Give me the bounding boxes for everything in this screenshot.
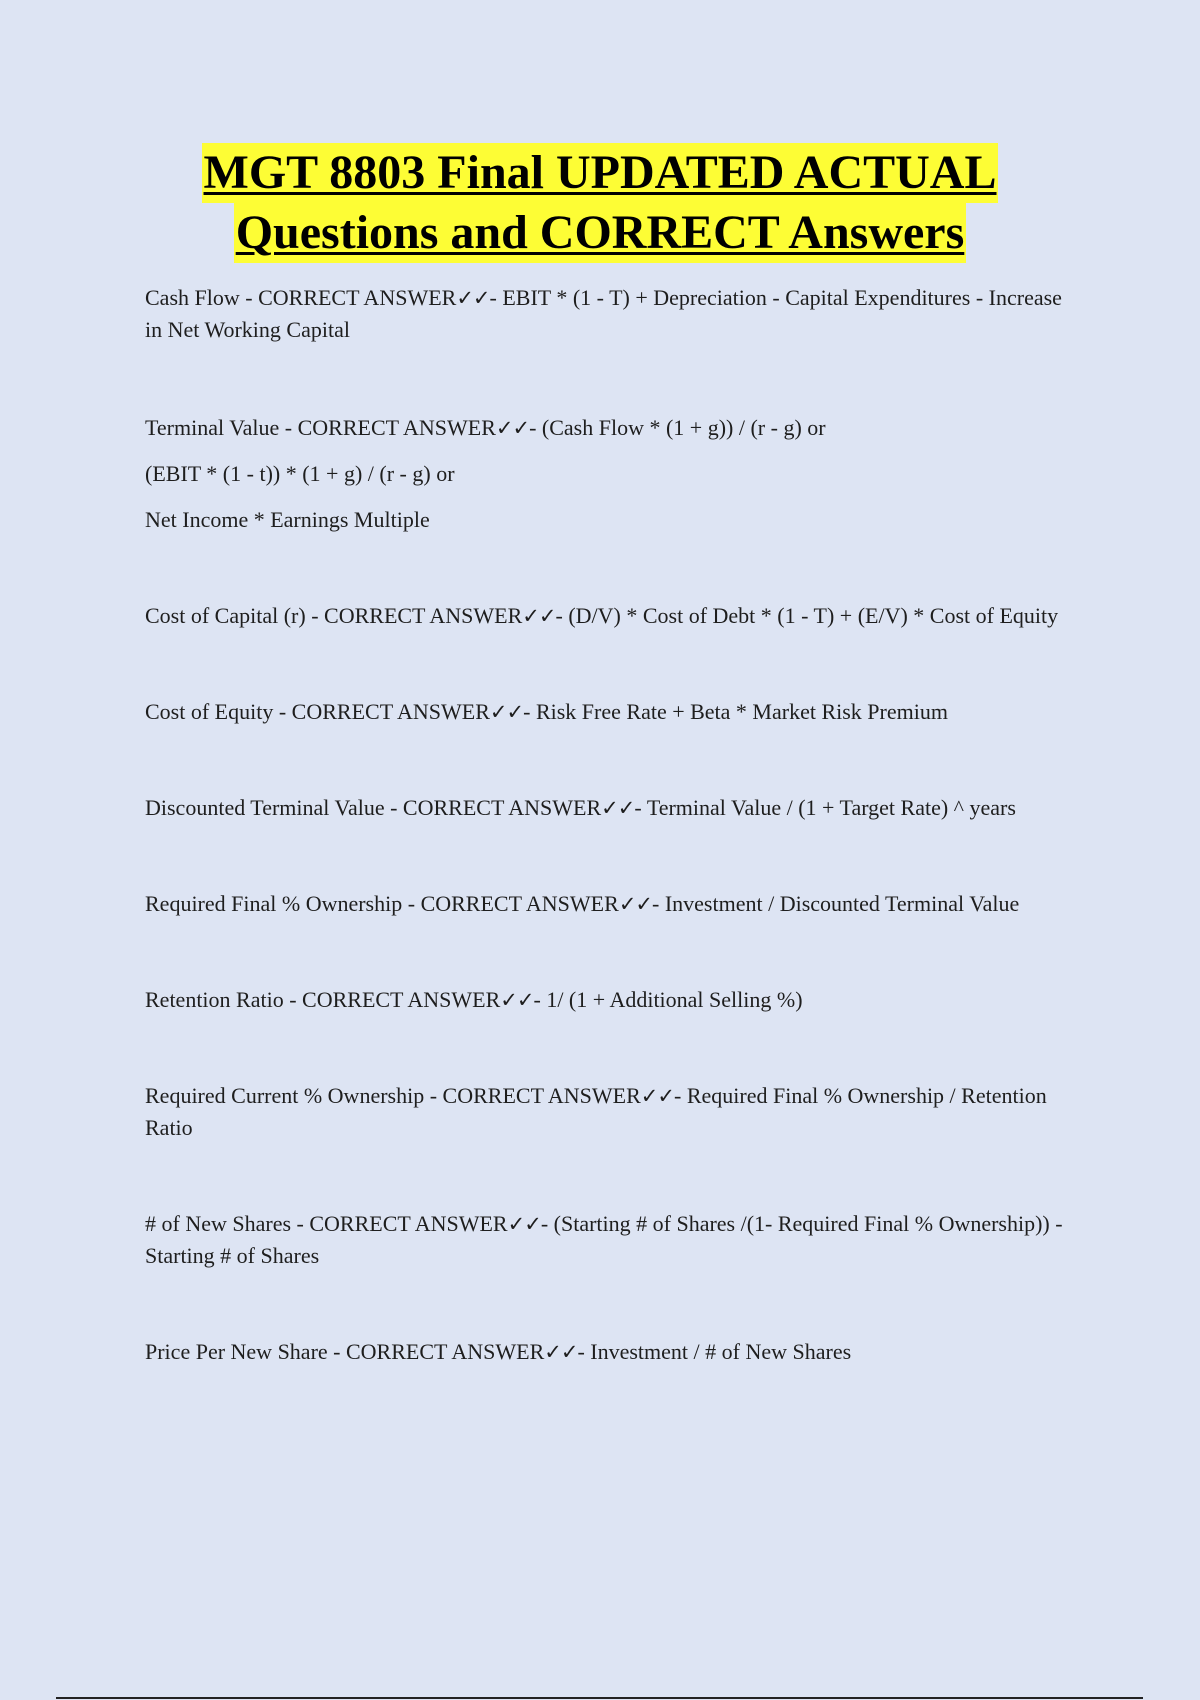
double-check-icon: ✓✓	[489, 700, 524, 724]
qa-term: Retention Ratio	[145, 987, 284, 1012]
answer-marker: CORRECT ANSWER	[346, 1339, 545, 1364]
answer-marker: CORRECT ANSWER	[324, 603, 523, 628]
qa-term: Cost of Capital (r)	[145, 603, 306, 628]
double-check-icon: ✓✓	[456, 286, 490, 310]
qa-entry	[145, 888, 1065, 920]
double-check-icon: ✓✓	[601, 796, 635, 820]
qa-definition: Investment / # of New Shares	[590, 1339, 852, 1364]
qa-entry-text: Terminal Value - CORRECT ANSWER✓✓- (Cash Flow * (1 + g)) / (r - g) or	[145, 415, 826, 440]
qa-entry	[145, 1336, 1065, 1368]
answer-marker: CORRECT ANSWER	[258, 285, 457, 310]
answer-marker: CORRECT ANSWER	[297, 415, 496, 440]
qa-entry-text: Cost of Capital (r) - CORRECT ANSWER✓✓- (D/V) * Cost of Debt * (1 - T) + (E/V) * Cost of Equity	[145, 603, 1059, 628]
qa-entry	[145, 1208, 1065, 1272]
qa-definition-continuation: (EBIT * (1 - t)) * (1 + g) / (r - g) or	[145, 461, 455, 486]
qa-term: Required Final % Ownership	[145, 891, 403, 916]
qa-entry-text: Cash Flow - CORRECT ANSWER✓✓- EBIT * (1 - T) + Depreciation - Capital Expenditures - Increase in Net Working Capital	[145, 285, 1062, 342]
qa-definition: (Starting # of Shares /(1- Required Final % Ownership)) - Starting # of Shares	[145, 1211, 1063, 1268]
answer-marker: CORRECT ANSWER	[309, 1211, 508, 1236]
qa-entry-text: Retention Ratio - CORRECT ANSWER✓✓- 1/ (1 + Additional Selling %)	[145, 987, 803, 1012]
qa-entry	[145, 412, 1065, 536]
double-check-icon: ✓✓	[640, 1084, 674, 1108]
qa-term: # of New Shares	[145, 1211, 292, 1236]
qa-definition: 1/ (1 + Additional Selling %)	[546, 987, 803, 1012]
qa-entry	[145, 696, 1065, 728]
qa-definition: Required Final % Ownership / Retention Ratio	[145, 1083, 1047, 1140]
answer-marker: CORRECT ANSWER	[442, 1083, 641, 1108]
qa-entry-text: Required Final % Ownership - CORRECT ANSWER✓✓- Investment / Discounted Terminal Value	[145, 891, 1020, 916]
answer-marker: CORRECT ANSWER	[291, 699, 490, 724]
qa-list	[145, 282, 1065, 1368]
qa-entry	[145, 792, 1065, 824]
qa-definition: Investment / Discounted Terminal Value	[664, 891, 1020, 916]
qa-definition: (D/V) * Cost of Debt * (1 - T) + (E/V) * Cost of Equity	[568, 603, 1059, 628]
qa-term: Cash Flow	[145, 285, 240, 310]
qa-term: Terminal Value	[145, 415, 280, 440]
qa-entry-text: Cost of Equity - CORRECT ANSWER✓✓- Risk Free Rate + Beta * Market Risk Premium	[145, 699, 948, 724]
double-check-icon: ✓✓	[507, 1212, 541, 1236]
page-bottom-rule	[56, 1697, 1143, 1699]
double-check-icon: ✓✓	[544, 1340, 578, 1364]
answer-marker: CORRECT ANSWER	[302, 987, 501, 1012]
qa-term: Required Current % Ownership	[145, 1083, 425, 1108]
qa-entry	[145, 984, 1065, 1016]
qa-definition: EBIT * (1 - T) + Depreciation - Capital Expenditures - Increase in Net Working Capital	[145, 285, 1062, 342]
qa-definition: (Cash Flow * (1 + g)) / (r - g) or	[541, 415, 826, 440]
qa-definition: Terminal Value / (1 + Target Rate) ^ years	[646, 795, 1016, 820]
qa-term: Cost of Equity	[145, 699, 274, 724]
qa-term: Discounted Terminal Value	[145, 795, 385, 820]
qa-entry	[145, 600, 1065, 632]
qa-entry-text: Discounted Terminal Value - CORRECT ANSWER✓✓- Terminal Value / (1 + Target Rate) ^ years	[145, 795, 1016, 820]
title-line-1: MGT 8803 Final UPDATED ACTUAL	[202, 143, 999, 203]
answer-marker: CORRECT ANSWER	[402, 795, 602, 820]
qa-definition-continuation: Net Income * Earnings Multiple	[145, 507, 430, 532]
qa-term: Price Per New Share	[145, 1339, 328, 1364]
qa-definition: Risk Free Rate + Beta * Market Risk Premium	[535, 699, 948, 724]
double-check-icon: ✓✓	[495, 416, 530, 440]
double-check-icon: ✓✓	[618, 892, 653, 916]
document-title	[140, 143, 1060, 263]
double-check-icon: ✓✓	[522, 604, 556, 628]
qa-entry-text: Price Per New Share - CORRECT ANSWER✓✓- Investment / # of New Shares	[145, 1339, 852, 1364]
qa-entry	[145, 1080, 1065, 1144]
qa-entry-text: Required Current % Ownership - CORRECT ANSWER✓✓- Required Final % Ownership / Retention Ratio	[145, 1083, 1047, 1140]
qa-entry	[145, 282, 1065, 346]
title-line-2: Questions and CORRECT Answers	[234, 203, 967, 263]
double-check-icon: ✓✓	[500, 988, 534, 1012]
qa-entry-text: # of New Shares - CORRECT ANSWER✓✓- (Starting # of Shares /(1- Required Final % Ownership)) - Starting # of Shares	[145, 1211, 1063, 1268]
answer-marker: CORRECT ANSWER	[420, 891, 619, 916]
